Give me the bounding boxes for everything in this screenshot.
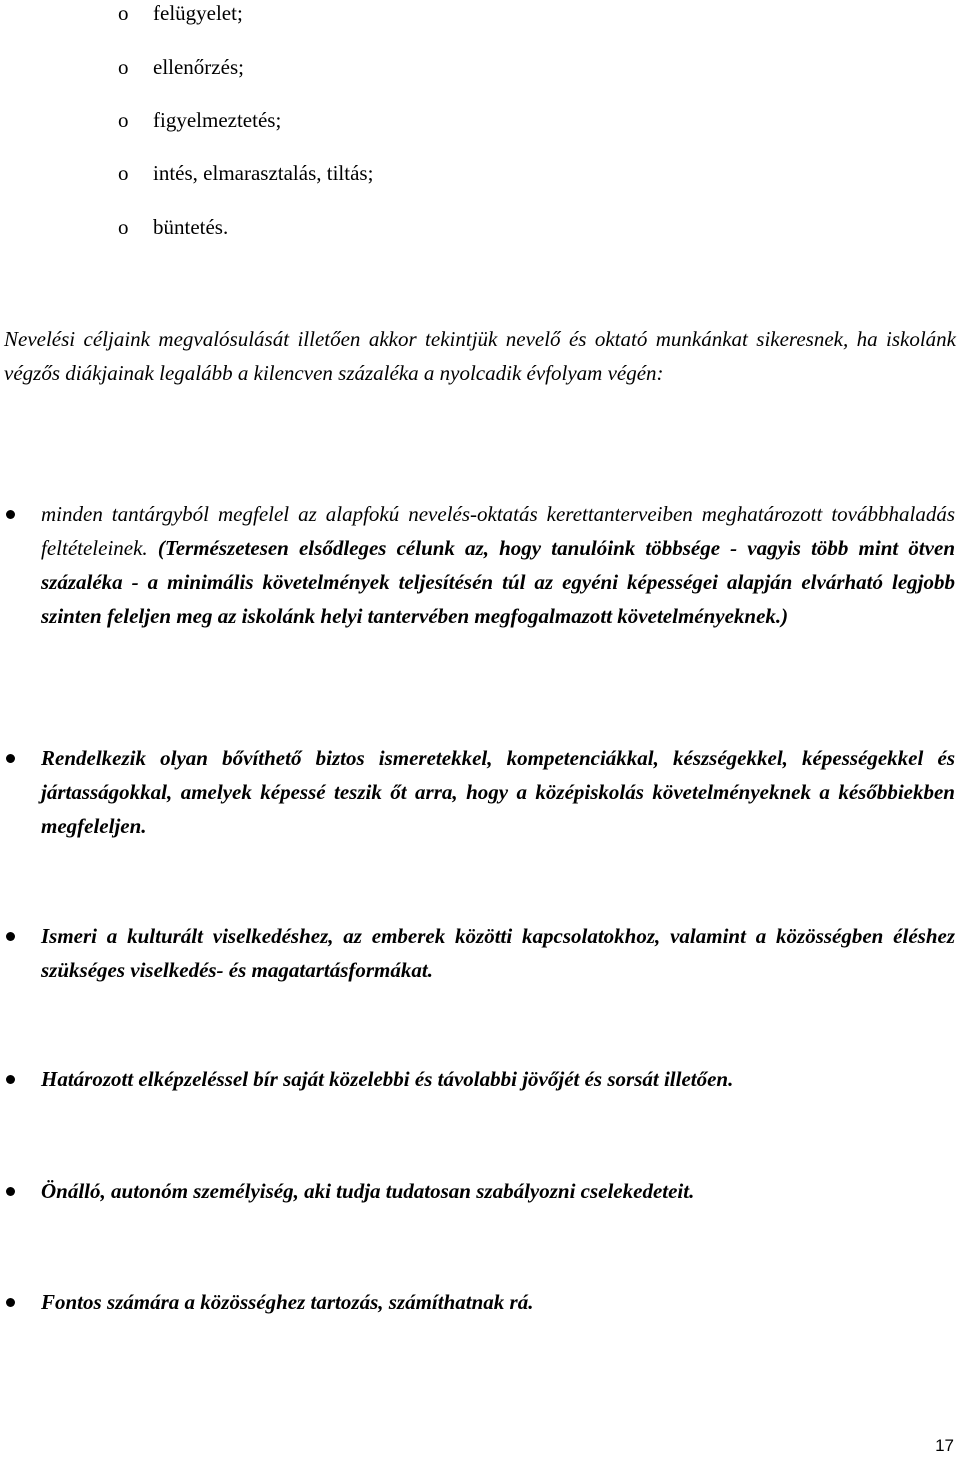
bullet-text: Ismeri a kulturált viselkedéshez, az emberek közötti kapcsolatokhoz, valamint a közösségben éléshez szükséges viselkedés- és magatartásformákat. — [41, 924, 955, 982]
bullet-icon — [6, 510, 15, 519]
bullet-icon — [6, 1075, 15, 1084]
bullet-text-main: minden tantárgyból megfelel az alapfokú nevelés-oktatás kerettanterveiben meghatározott továbbhaladás feltételeinek. — [41, 502, 955, 560]
bullet-icon — [6, 932, 15, 941]
bullet-text — [41, 497, 955, 633]
sub-list-text: figyelmeztetés; — [153, 108, 282, 132]
sub-list-text: intés, elmarasztalás, tiltás; — [153, 161, 374, 185]
sub-list-text: felügyelet; — [153, 1, 243, 25]
list-marker: o — [118, 108, 129, 132]
bullet-icon — [6, 754, 15, 763]
sub-list-text: büntetés. — [153, 215, 229, 239]
list-marker: o — [118, 1, 129, 25]
list-marker: o — [118, 215, 129, 239]
sub-list-text: ellenőrzés; — [153, 55, 244, 79]
bullet-text-bold: (Természetesen elsődleges célunk az, hogy tanulóink többsége - vagyis több mint ötven százaléka - a minimális követelmények teljesítésén túl az egyéni képességei alapján elvárható legjobb szinten feleljen meg az iskolánk helyi tantervében megfogalmazott követelményeknek.) — [41, 536, 956, 628]
bullet-icon — [6, 1187, 15, 1196]
bullet-text: Rendelkezik olyan bővíthető biztos ismeretekkel, kompetenciákkal, készségekkel, képességekkel és jártasságokkal, amelyek képessé teszik őt arra, hogy a középiskolás követelményeknek a későbbiekben megfeleljen. — [41, 746, 955, 838]
bullet-text: Önálló, autonóm személyiség, aki tudja tudatosan szabályozni cselekedeteit. — [41, 1179, 695, 1203]
bullet-icon — [6, 1298, 15, 1307]
bullet-text: Fontos számára a közösséghez tartozás, számíthatnak rá. — [41, 1290, 534, 1314]
list-marker: o — [118, 161, 129, 185]
list-marker: o — [118, 55, 129, 79]
bullet-text: Határozott elképzeléssel bír saját közelebbi és távolabbi jövőjét és sorsát illetően. — [41, 1067, 734, 1091]
page-number: 17 — [935, 1436, 954, 1455]
intro-paragraph: Nevelési céljaink megvalósulását illetően akkor tekintjük nevelő és oktató munkánkat sikeresnek, ha iskolánk végzős diákjainak legalább a kilencven százaléka a nyolcadik évfolyam végén: — [4, 327, 956, 385]
